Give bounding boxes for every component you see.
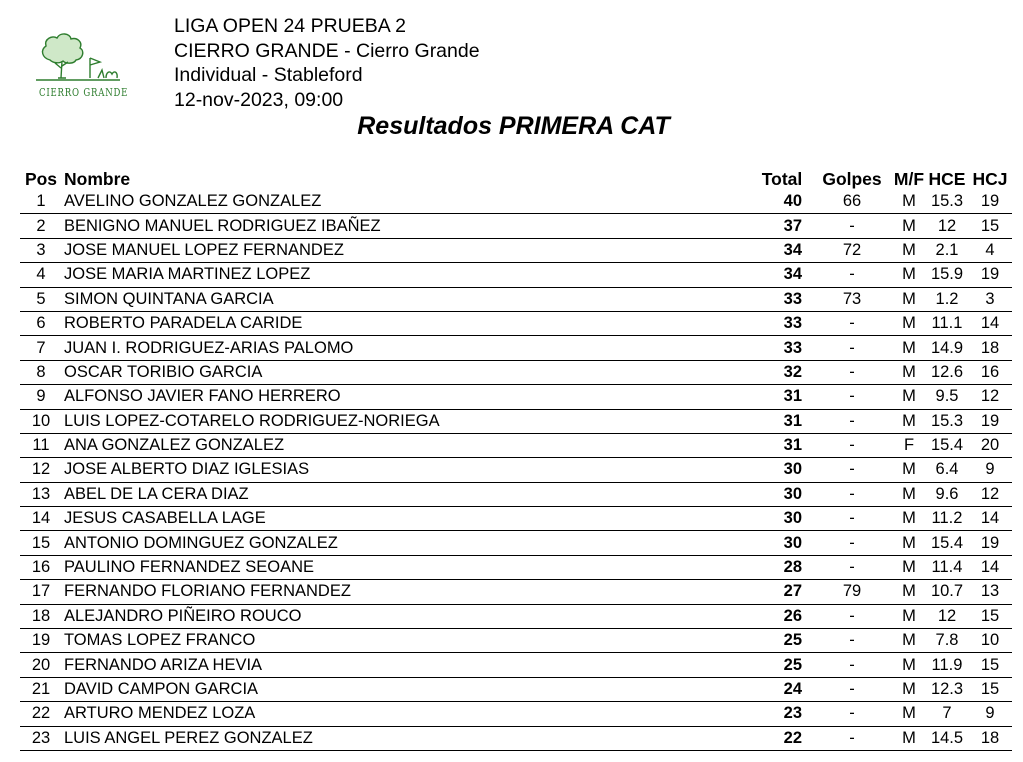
cell-total: 34 bbox=[752, 263, 812, 287]
cell-mf: M bbox=[892, 677, 926, 701]
cell-name: BENIGNO MANUEL RODRIGUEZ IBAÑEZ bbox=[62, 214, 752, 238]
cell-hcj: 16 bbox=[968, 360, 1012, 384]
cell-mf: M bbox=[892, 409, 926, 433]
results-body bbox=[20, 190, 1012, 750]
cell-hcj: 20 bbox=[968, 433, 1012, 457]
cell-hce: 7 bbox=[926, 702, 968, 726]
cell-name: LUIS LOPEZ-COTARELO RODRIGUEZ-NORIEGA bbox=[62, 409, 752, 433]
cell-golpes: - bbox=[812, 653, 892, 677]
cell-mf: M bbox=[892, 214, 926, 238]
cell-pos: 2 bbox=[20, 214, 62, 238]
table-row bbox=[20, 190, 1012, 214]
cell-name: JOSE MARIA MARTINEZ LOPEZ bbox=[62, 263, 752, 287]
cell-mf: M bbox=[892, 580, 926, 604]
table-row bbox=[20, 287, 1012, 311]
cell-hce: 7.8 bbox=[926, 629, 968, 653]
cell-total: 31 bbox=[752, 433, 812, 457]
cell-name: JESUS CASABELLA LAGE bbox=[62, 507, 752, 531]
cell-total: 40 bbox=[752, 190, 812, 214]
table-row bbox=[20, 458, 1012, 482]
results-table bbox=[20, 168, 1012, 751]
cell-name: JOSE ALBERTO DIAZ IGLESIAS bbox=[62, 458, 752, 482]
cell-golpes: - bbox=[812, 360, 892, 384]
cell-mf: M bbox=[892, 385, 926, 409]
cell-hcj: 19 bbox=[968, 409, 1012, 433]
column-header-total: Total bbox=[761, 169, 803, 189]
table-row bbox=[20, 263, 1012, 287]
table-row bbox=[20, 482, 1012, 506]
table-row bbox=[20, 677, 1012, 701]
cell-mf: M bbox=[892, 458, 926, 482]
cell-hcj: 18 bbox=[968, 336, 1012, 360]
cell-mf: M bbox=[892, 311, 926, 335]
cell-name: ALEJANDRO PIÑEIRO ROUCO bbox=[62, 604, 752, 628]
cell-total: 25 bbox=[752, 629, 812, 653]
cell-mf: M bbox=[892, 629, 926, 653]
table-header-row bbox=[20, 168, 1012, 190]
cell-total: 24 bbox=[752, 677, 812, 701]
cell-hcj: 18 bbox=[968, 726, 1012, 750]
cell-mf: M bbox=[892, 287, 926, 311]
column-header-hce: HCE bbox=[928, 169, 966, 189]
cell-golpes: - bbox=[812, 604, 892, 628]
cell-total: 37 bbox=[752, 214, 812, 238]
cell-name: LUIS ANGEL PEREZ GONZALEZ bbox=[62, 726, 752, 750]
cell-golpes: - bbox=[812, 263, 892, 287]
cell-pos: 20 bbox=[20, 653, 62, 677]
cell-hce: 12.6 bbox=[926, 360, 968, 384]
cell-pos: 13 bbox=[20, 482, 62, 506]
cell-hcj: 9 bbox=[968, 458, 1012, 482]
column-header-hcj: HCJ bbox=[972, 169, 1008, 189]
cell-name: JOSE MANUEL LOPEZ FERNANDEZ bbox=[62, 238, 752, 262]
cell-name: ANTONIO DOMINGUEZ GONZALEZ bbox=[62, 531, 752, 555]
cell-hce: 6.4 bbox=[926, 458, 968, 482]
table-row bbox=[20, 238, 1012, 262]
table-row bbox=[20, 580, 1012, 604]
page-title: Resultados PRIMERA CAT bbox=[357, 112, 670, 140]
cell-total: 23 bbox=[752, 702, 812, 726]
column-header-name: Nombre bbox=[64, 169, 131, 189]
cell-mf: M bbox=[892, 507, 926, 531]
cell-name: ROBERTO PARADELA CARIDE bbox=[62, 311, 752, 335]
cell-pos: 5 bbox=[20, 287, 62, 311]
cell-hcj: 12 bbox=[968, 385, 1012, 409]
cell-name: DAVID CAMPON GARCIA bbox=[62, 677, 752, 701]
cell-pos: 22 bbox=[20, 702, 62, 726]
cell-hce: 12.3 bbox=[926, 677, 968, 701]
cell-hce: 10.7 bbox=[926, 580, 968, 604]
cell-mf: M bbox=[892, 555, 926, 579]
cell-mf: M bbox=[892, 531, 926, 555]
cell-total: 26 bbox=[752, 604, 812, 628]
cell-name: TOMAS LOPEZ FRANCO bbox=[62, 629, 752, 653]
cell-hce: 15.4 bbox=[926, 433, 968, 457]
cell-golpes: - bbox=[812, 726, 892, 750]
cell-hcj: 12 bbox=[968, 482, 1012, 506]
cell-total: 30 bbox=[752, 507, 812, 531]
cell-name: FERNANDO FLORIANO FERNANDEZ bbox=[62, 580, 752, 604]
cell-total: 33 bbox=[752, 287, 812, 311]
table-row bbox=[20, 409, 1012, 433]
cell-golpes: - bbox=[812, 482, 892, 506]
cell-hcj: 14 bbox=[968, 507, 1012, 531]
club-logo bbox=[28, 30, 128, 104]
table-row bbox=[20, 385, 1012, 409]
cell-total: 33 bbox=[752, 311, 812, 335]
cell-name: OSCAR TORIBIO GARCIA bbox=[62, 360, 752, 384]
cell-golpes: - bbox=[812, 311, 892, 335]
cell-pos: 23 bbox=[20, 726, 62, 750]
event-datetime: 12-nov-2023, 09:00 bbox=[174, 88, 344, 111]
cell-golpes: - bbox=[812, 458, 892, 482]
cell-hce: 11.1 bbox=[926, 311, 968, 335]
cell-pos: 3 bbox=[20, 238, 62, 262]
table-row bbox=[20, 311, 1012, 335]
cell-mf: M bbox=[892, 726, 926, 750]
cell-hce: 15.4 bbox=[926, 531, 968, 555]
cell-golpes: 73 bbox=[812, 287, 892, 311]
cell-name: ANA GONZALEZ GONZALEZ bbox=[62, 433, 752, 457]
cell-pos: 15 bbox=[20, 531, 62, 555]
cell-hcj: 19 bbox=[968, 263, 1012, 287]
cell-hcj: 14 bbox=[968, 555, 1012, 579]
cell-pos: 1 bbox=[20, 190, 62, 214]
cell-pos: 18 bbox=[20, 604, 62, 628]
cell-golpes: - bbox=[812, 507, 892, 531]
cell-hce: 15.3 bbox=[926, 190, 968, 214]
cell-hce: 9.6 bbox=[926, 482, 968, 506]
table-row bbox=[20, 702, 1012, 726]
cell-hcj: 4 bbox=[968, 238, 1012, 262]
game-format: Individual - Stableford bbox=[174, 64, 363, 87]
table-row bbox=[20, 604, 1012, 628]
table-row bbox=[20, 507, 1012, 531]
cell-mf: M bbox=[892, 653, 926, 677]
cell-hcj: 19 bbox=[968, 190, 1012, 214]
cell-pos: 21 bbox=[20, 677, 62, 701]
cell-pos: 10 bbox=[20, 409, 62, 433]
cell-name: JUAN I. RODRIGUEZ-ARIAS PALOMO bbox=[62, 336, 752, 360]
cell-hce: 11.9 bbox=[926, 653, 968, 677]
cell-hcj: 15 bbox=[968, 677, 1012, 701]
cell-hcj: 13 bbox=[968, 580, 1012, 604]
cell-pos: 8 bbox=[20, 360, 62, 384]
cell-hcj: 19 bbox=[968, 531, 1012, 555]
cell-total: 31 bbox=[752, 409, 812, 433]
cell-golpes: - bbox=[812, 702, 892, 726]
column-header-golpes: Golpes bbox=[822, 169, 882, 189]
cell-pos: 16 bbox=[20, 555, 62, 579]
logo-text: CIERRO GRANDE bbox=[39, 86, 129, 99]
cell-pos: 9 bbox=[20, 385, 62, 409]
cell-name: ARTURO MENDEZ LOZA bbox=[62, 702, 752, 726]
cell-hce: 9.5 bbox=[926, 385, 968, 409]
cell-hcj: 15 bbox=[968, 653, 1012, 677]
table-row bbox=[20, 653, 1012, 677]
cell-total: 28 bbox=[752, 555, 812, 579]
cell-hcj: 3 bbox=[968, 287, 1012, 311]
column-header-pos: Pos bbox=[24, 169, 58, 189]
cell-total: 33 bbox=[752, 336, 812, 360]
course-name: CIERRO GRANDE - Cierro Grande bbox=[174, 39, 480, 62]
cell-golpes: - bbox=[812, 385, 892, 409]
column-header-mf: M/F bbox=[893, 169, 925, 189]
cell-name: SIMON QUINTANA GARCIA bbox=[62, 287, 752, 311]
table-row bbox=[20, 360, 1012, 384]
cell-pos: 14 bbox=[20, 507, 62, 531]
cell-pos: 12 bbox=[20, 458, 62, 482]
cell-hce: 11.4 bbox=[926, 555, 968, 579]
event-header bbox=[174, 14, 480, 112]
cell-golpes: - bbox=[812, 677, 892, 701]
cell-golpes: - bbox=[812, 409, 892, 433]
table-row bbox=[20, 629, 1012, 653]
tree-logo-icon bbox=[28, 30, 128, 86]
cell-total: 25 bbox=[752, 653, 812, 677]
table-row bbox=[20, 433, 1012, 457]
cell-hcj: 15 bbox=[968, 214, 1012, 238]
table-row bbox=[20, 555, 1012, 579]
cell-hcj: 9 bbox=[968, 702, 1012, 726]
cell-golpes: - bbox=[812, 531, 892, 555]
cell-total: 34 bbox=[752, 238, 812, 262]
cell-hce: 15.9 bbox=[926, 263, 968, 287]
cell-golpes: - bbox=[812, 433, 892, 457]
cell-golpes: 66 bbox=[812, 190, 892, 214]
cell-name: PAULINO FERNANDEZ SEOANE bbox=[62, 555, 752, 579]
cell-hce: 11.2 bbox=[926, 507, 968, 531]
cell-golpes: - bbox=[812, 336, 892, 360]
cell-name: ABEL DE LA CERA DIAZ bbox=[62, 482, 752, 506]
cell-mf: M bbox=[892, 336, 926, 360]
cell-golpes: 79 bbox=[812, 580, 892, 604]
cell-mf: M bbox=[892, 482, 926, 506]
cell-mf: M bbox=[892, 238, 926, 262]
cell-golpes: 72 bbox=[812, 238, 892, 262]
table-row bbox=[20, 336, 1012, 360]
cell-hcj: 10 bbox=[968, 629, 1012, 653]
cell-name: ALFONSO JAVIER FANO HERRERO bbox=[62, 385, 752, 409]
cell-mf: M bbox=[892, 360, 926, 384]
cell-total: 30 bbox=[752, 531, 812, 555]
cell-pos: 7 bbox=[20, 336, 62, 360]
cell-hce: 12 bbox=[926, 604, 968, 628]
cell-golpes: - bbox=[812, 555, 892, 579]
event-name: LIGA OPEN 24 PRUEBA 2 bbox=[174, 15, 406, 37]
cell-mf: F bbox=[892, 433, 926, 457]
cell-total: 31 bbox=[752, 385, 812, 409]
cell-name: AVELINO GONZALEZ GONZALEZ bbox=[62, 190, 752, 214]
table-row bbox=[20, 531, 1012, 555]
cell-total: 27 bbox=[752, 580, 812, 604]
cell-total: 30 bbox=[752, 458, 812, 482]
cell-hce: 2.1 bbox=[926, 238, 968, 262]
cell-hce: 14.5 bbox=[926, 726, 968, 750]
cell-pos: 19 bbox=[20, 629, 62, 653]
cell-total: 30 bbox=[752, 482, 812, 506]
cell-pos: 4 bbox=[20, 263, 62, 287]
cell-golpes: - bbox=[812, 214, 892, 238]
cell-hce: 12 bbox=[926, 214, 968, 238]
cell-mf: M bbox=[892, 190, 926, 214]
cell-mf: M bbox=[892, 263, 926, 287]
table-row bbox=[20, 726, 1012, 750]
cell-hcj: 15 bbox=[968, 604, 1012, 628]
cell-mf: M bbox=[892, 702, 926, 726]
cell-golpes: - bbox=[812, 629, 892, 653]
cell-hce: 1.2 bbox=[926, 287, 968, 311]
cell-name: FERNANDO ARIZA HEVIA bbox=[62, 653, 752, 677]
cell-hce: 15.3 bbox=[926, 409, 968, 433]
cell-pos: 11 bbox=[20, 433, 62, 457]
cell-mf: M bbox=[892, 604, 926, 628]
cell-pos: 6 bbox=[20, 311, 62, 335]
cell-pos: 17 bbox=[20, 580, 62, 604]
cell-hce: 14.9 bbox=[926, 336, 968, 360]
table-row bbox=[20, 214, 1012, 238]
cell-hcj: 14 bbox=[968, 311, 1012, 335]
cell-total: 22 bbox=[752, 726, 812, 750]
cell-total: 32 bbox=[752, 360, 812, 384]
